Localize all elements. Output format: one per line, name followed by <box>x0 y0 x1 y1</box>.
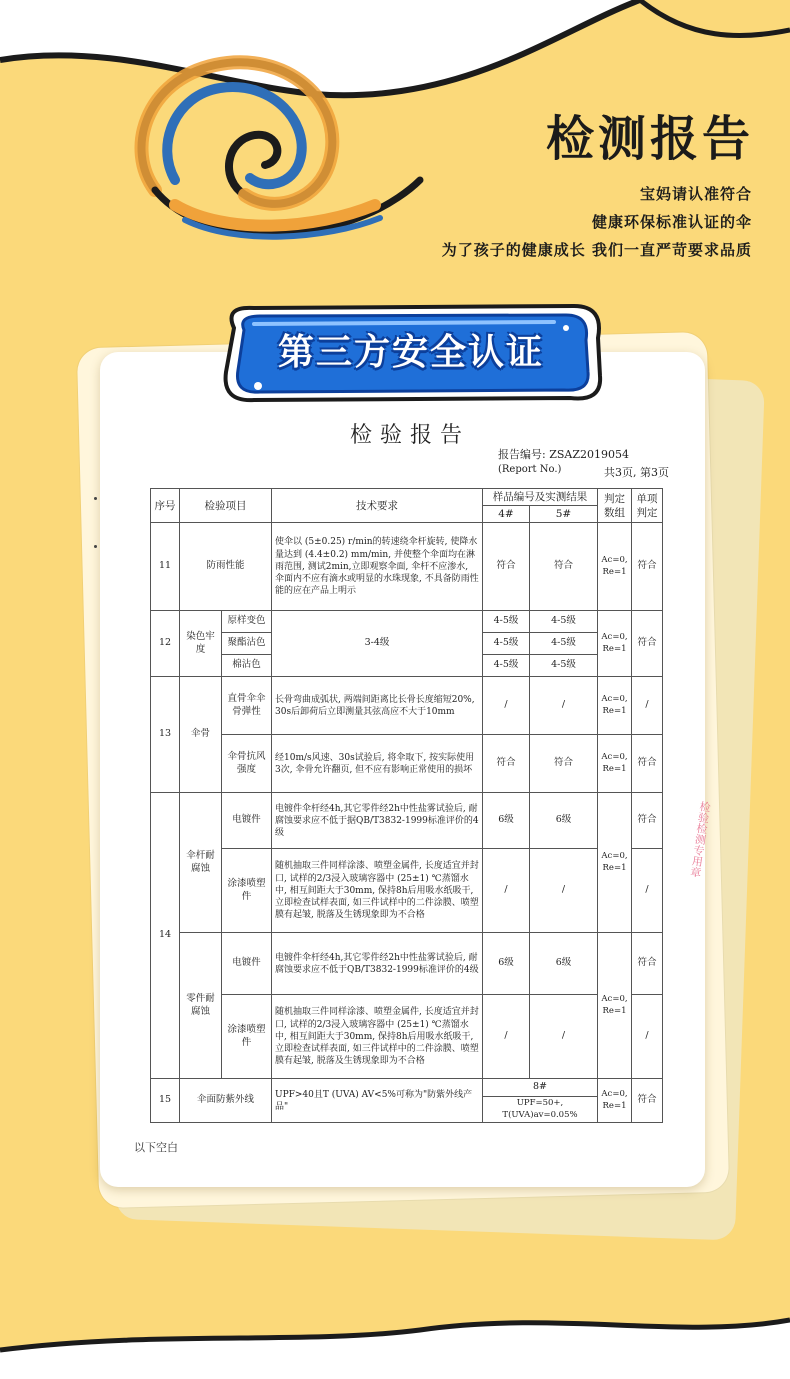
row-sample-5: 符合 <box>530 735 598 793</box>
row-sample-4: 4-5级 <box>483 655 530 677</box>
row-sub-item: 涂漆喷塑件 <box>222 849 272 933</box>
footer-note: 以下空白 <box>134 1141 178 1154</box>
margin-dot <box>94 545 97 548</box>
table-row <box>151 1079 663 1097</box>
row-sub-item: 电镀件 <box>222 933 272 995</box>
row-requirement: 电镀件伞杆经4h,其它零件经2h中性盐雾试验后, 耐腐蚀要求应不低于QB/T3832-1999标准评价的4级 <box>272 933 483 995</box>
subtitle-line-3: 为了孩子的健康成长 我们一直严苛要求品质 <box>441 241 752 259</box>
row-sample-5: 4-5级 <box>530 633 598 655</box>
row-sample-5: / <box>530 849 598 933</box>
table-row <box>151 849 663 933</box>
row-judge: 符合 <box>632 793 663 849</box>
row-sample-4: / <box>483 677 530 735</box>
row-requirement: 3-4级 <box>272 611 483 677</box>
row-basis: Ac=0, Re=1 <box>598 933 632 1079</box>
row-sub-item: 伞骨抗风强度 <box>222 735 272 793</box>
subtitle-line-1: 宝妈请认准符合 <box>639 185 752 203</box>
row-judge: 符合 <box>632 933 663 995</box>
report-number-en: (Report No.) <box>498 464 562 475</box>
header-seq: 序号 <box>151 489 180 523</box>
row-result: UPF=50+, T(UVA)av=0.05% <box>483 1097 598 1123</box>
inspection-stamp: 检验检测专用章 <box>688 800 712 879</box>
page-title: 检测报告 <box>545 111 754 167</box>
header-sample-group: 样品编号及实测结果 <box>483 489 598 506</box>
top-right-wave-line <box>640 0 790 36</box>
row-sample-5: 4-5级 <box>530 611 598 633</box>
row-requirement: 电镀件伞杆经4h,其它零件经2h中性盐雾试验后, 耐腐蚀要求应不低于据QB/T3832-1999标准评价的4级 <box>272 793 483 849</box>
row-sub-item: 原样变色 <box>222 611 272 633</box>
row-sample-number: 8# <box>483 1079 598 1097</box>
row-sample-4: / <box>483 849 530 933</box>
header-sample-4: 4# <box>483 506 530 523</box>
row-requirement: 使伞以 (5±0.25) r/min的转速绕伞杆旋转, 使降水量达到 (4.4±0.2) mm/min, 并使整个伞面均在淋雨范围, 测试2min,立即观察伞面, 伞杆不应渗水, 伞面内不应有滴水或明显的水珠现象, 不具备防雨性能的应在产品上明示 <box>272 523 483 611</box>
row-group: 伞骨 <box>180 677 222 793</box>
row-sub-item: 涂漆喷塑件 <box>222 995 272 1079</box>
header-requirement: 技术要求 <box>272 489 483 523</box>
row-sample-5: 符合 <box>530 523 598 611</box>
row-basis: Ac=0, Re=1 <box>598 793 632 933</box>
header-single-judge: 单项判定 <box>632 489 663 523</box>
table-row <box>151 995 663 1079</box>
row-number: 14 <box>151 793 180 1079</box>
row-basis: Ac=0, Re=1 <box>598 735 632 793</box>
row-group: 零件耐腐蚀 <box>180 933 222 1079</box>
row-number: 11 <box>151 523 180 611</box>
report-title: 检验报告 <box>349 423 470 448</box>
row-sub-item: 聚酯沾色 <box>222 633 272 655</box>
subtitle-line-2: 健康环保标准认证的伞 <box>591 213 752 231</box>
row-judge: 符合 <box>632 523 663 611</box>
table-row <box>151 523 663 611</box>
header-sample-5: 5# <box>530 506 598 523</box>
header-judge-basis: 判定数组 <box>598 489 632 523</box>
row-judge: / <box>632 995 663 1079</box>
row-basis: Ac=0, Re=1 <box>598 677 632 735</box>
table-header-row <box>151 489 663 506</box>
row-item: 伞面防紫外线 <box>180 1079 272 1123</box>
margin-dot <box>94 497 97 500</box>
row-item: 防雨性能 <box>180 523 272 611</box>
table-row <box>151 677 663 735</box>
row-sample-4: / <box>483 995 530 1079</box>
row-sample-4: 6级 <box>483 793 530 849</box>
report-page-count: 共3页, 第3页 <box>604 466 669 479</box>
row-requirement: 长骨弯曲成弧状, 两端间距离比长骨长度缩短20%, 30s后卸荷后立即测量其弦高应不大于10mm <box>272 677 483 735</box>
row-judge: 符合 <box>632 1079 663 1123</box>
row-basis: Ac=0, Re=1 <box>598 523 632 611</box>
row-sub-item: 直骨伞伞骨弹性 <box>222 677 272 735</box>
row-sample-5: 4-5级 <box>530 655 598 677</box>
table-row <box>151 611 663 633</box>
row-group: 染色牢度 <box>180 611 222 677</box>
row-sample-5: 6级 <box>530 933 598 995</box>
row-basis: Ac=0, Re=1 <box>598 1079 632 1123</box>
row-sample-4: 符合 <box>483 735 530 793</box>
table-row <box>151 933 663 995</box>
row-sample-4: 4-5级 <box>483 633 530 655</box>
row-number: 15 <box>151 1079 180 1123</box>
row-sample-4: 6级 <box>483 933 530 995</box>
row-sample-5: / <box>530 677 598 735</box>
row-judge: 符合 <box>632 735 663 793</box>
table-row <box>151 735 663 793</box>
table-row <box>151 793 663 849</box>
report-number: 报告编号: ZSAZ2019054 <box>498 448 629 461</box>
row-number: 13 <box>151 677 180 793</box>
row-requirement: UPF>40且T (UVA) AV<5%可称为"防紫外线产品" <box>272 1079 483 1123</box>
row-judge: 符合 <box>632 611 663 677</box>
row-sample-4: 4-5级 <box>483 611 530 633</box>
row-requirement: 随机抽取三件同样涂漆、喷塑金属件, 长度适宜并封口, 试样的2/3浸入玻璃容器中 (25±1) ℃蒸馏水中, 相互间距大于30mm, 保持8h后用吸水纸吸干, 立即检查试样表面, 如三件试样中的二件涂膜、喷塑膜有起皱, 脱落及生锈现象即为不合格 <box>272 849 483 933</box>
row-sample-5: / <box>530 995 598 1079</box>
row-requirement: 随机抽取三件同样涂漆、喷塑金属件, 长度适宜并封口, 试样的2/3浸入玻璃容器中 (25±1) ℃蒸馏水中, 相互间距大于30mm, 保持8h后用吸水纸吸干, 立即检查试样表面, 如三件试样中的二件涂膜、喷塑膜有起皱, 脱落及生锈现象即为不合格 <box>272 995 483 1079</box>
swirl-cloud-icon <box>115 40 435 270</box>
row-group: 伞杆耐腐蚀 <box>180 793 222 933</box>
row-sample-4: 符合 <box>483 523 530 611</box>
row-number: 12 <box>151 611 180 677</box>
row-judge: / <box>632 677 663 735</box>
row-sub-item: 棉沾色 <box>222 655 272 677</box>
row-basis: Ac=0, Re=1 <box>598 611 632 677</box>
inspection-table <box>150 488 663 1123</box>
header-item: 检验项目 <box>180 489 272 523</box>
row-sub-item: 电镀件 <box>222 793 272 849</box>
row-requirement: 经10m/s风速、30s试验后, 将伞取下, 按实际使用3次, 伞骨允许翻页, 但不应有影响正常使用的损坏 <box>272 735 483 793</box>
row-judge: / <box>632 849 663 933</box>
row-sample-5: 6级 <box>530 793 598 849</box>
badge-label: 第三方安全认证 <box>277 332 544 373</box>
